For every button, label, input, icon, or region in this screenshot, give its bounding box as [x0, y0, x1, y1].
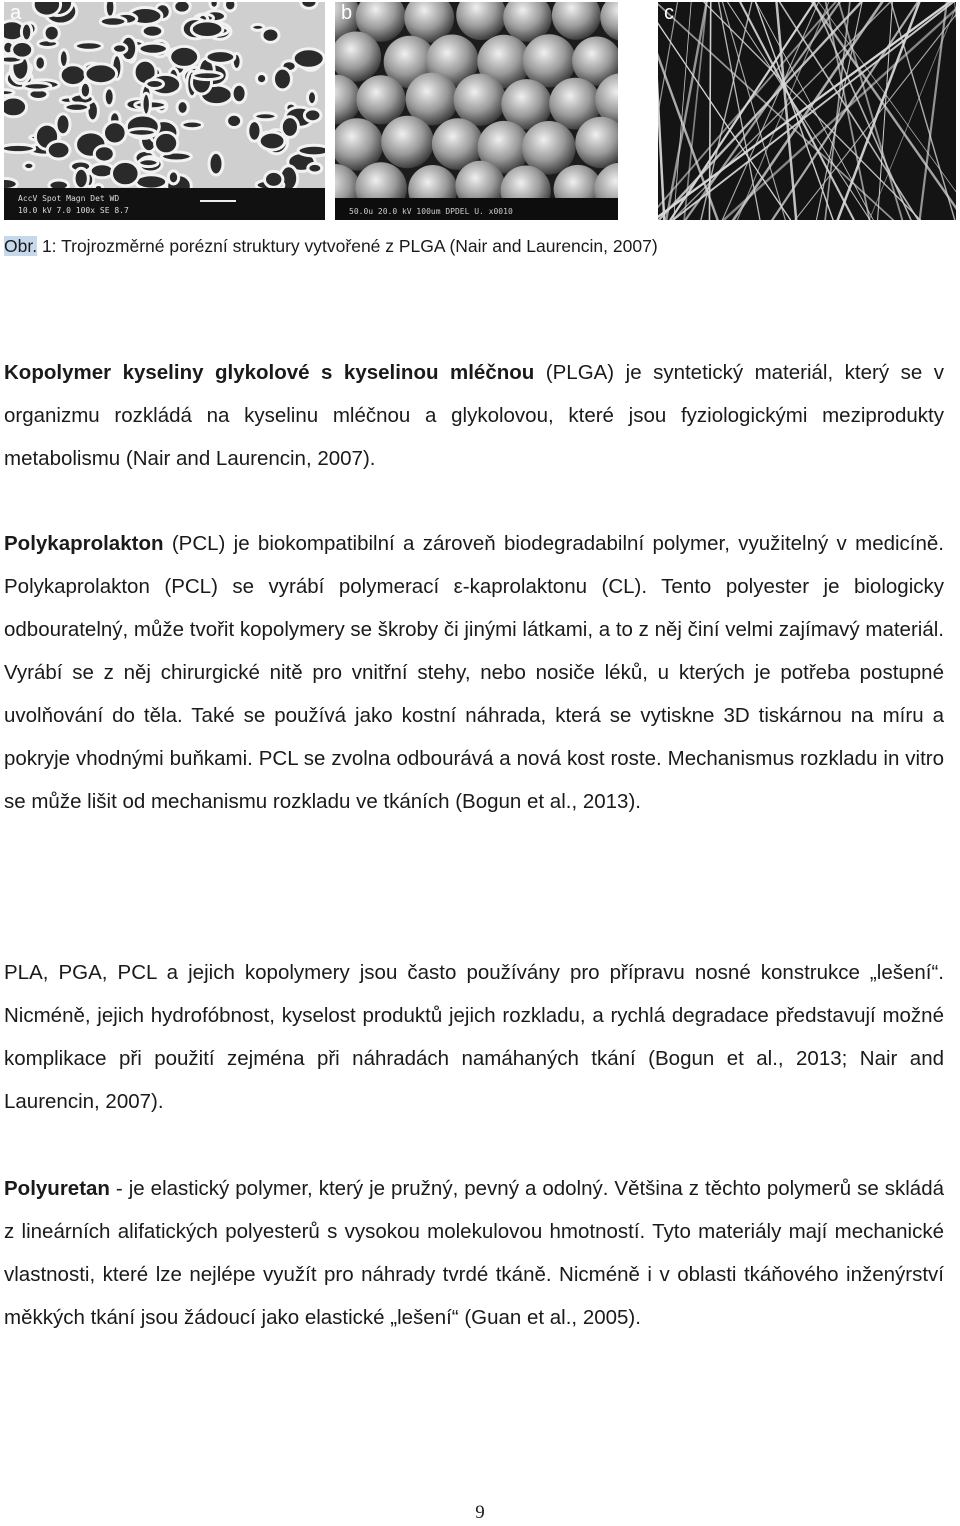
- caption-prefix: Obr.: [4, 236, 38, 256]
- panel-label-a: a: [10, 2, 22, 24]
- term-polyurethane: Polyuretan: [4, 1177, 110, 1200]
- svg-text:AccV Spot Magn Det WD: AccV Spot Magn Det WD: [18, 194, 120, 203]
- paragraph-copolymers: [4, 951, 944, 1123]
- paragraph-plga-text: (PLGA) je syntetický materiál, který se v organizmu rozkládá na kyselinu mléčnou a glykolovou, které jsou fyziologickými meziprodukty metabolismu (Nair and Laurencin, 2007).: [4, 361, 944, 470]
- panel-label-c: c: [664, 2, 674, 24]
- paragraph-plga: [4, 351, 944, 480]
- paragraph-pcl-text: (PCL) je biokompatibilní a zároveň biodegradabilní polymer, využitelný v medicíně. Polykaprolakton (PCL) se vyrábí polymerací ε-kaprolaktonu (CL). Tento polyester je biologicky odbouratelný, může tvořit kopolymery se škroby či jinými látkami, a to z něj činí velmi zajímavý materiál. Vyrábí se z něj chirurgické nitě pro vnitřní stehy, nebo nosiče léků, u kterých je potřeba postupné uvolňování do těla. Také se používá jako kostní náhrada, která se vytiskne 3D tiskárnou na míru a pokryje vhodnými buňkami. PCL se zvolna odbourává a nová kost roste. Mechanismus rozkladu in vitro se může lišit od mechanismu rozkladu ve tkáních (Bogun et al., 2013).: [4, 532, 944, 813]
- term-pcl: Polykaprolakton: [4, 532, 164, 555]
- figure-sem-images: [4, 2, 956, 220]
- svg-text:10.0 kV 7.0 100x SE 8.7: 10.0 kV 7.0 100x SE 8.7: [18, 206, 129, 215]
- term-plga: Kopolymer kyseliny glykolové s kyselinou mléčnou: [4, 361, 535, 384]
- figure-caption: [4, 236, 658, 257]
- paragraph-copolymers-text: PLA, PGA, PCL a jejich kopolymery jsou často používány pro přípravu nosné konstrukce „lešení“. Nicméně, jejich hydrofóbnost, kyselost produktů jejich rozkladu, a rychlá degradace představují možné komplikace při použití zejména při náhradách namáhaných tkání (Bogun et al., 2013; Nair and Laurencin, 2007).: [4, 961, 944, 1113]
- page-number: 9: [475, 1502, 485, 1523]
- panel-label-b: b: [341, 2, 353, 24]
- sem-image-nanofibers: [658, 2, 956, 220]
- paragraph-polyurethane: [4, 1167, 944, 1339]
- sem-image-porous-foam: [4, 2, 325, 220]
- paragraph-pcl: [4, 522, 944, 823]
- svg-text:50.0u 20.0 kV 100um DPDEL: 50.0u 20.0 kV 100um DPDEL U. x0010: [349, 207, 513, 216]
- paragraph-polyurethane-text: - je elastický polymer, který je pružný, pevný a odolný. Většina z těchto polymerů se skládá z lineárních alifatických polyesterů s vysokou molekulovou hmotností. Tyto materiály mají mechanické vlastnosti, které lze nejlépe využít pro náhrady tvrdé tkáně. Nicméně i v oblasti tkáňového inženýrství měkkých tkání jsou žádoucí jako elastické „lešení“ (Guan et al., 2005).: [4, 1177, 944, 1329]
- caption-text: 1: Trojrozměrné porézní struktury vytvořené z PLGA (Nair and Laurencin, 2007): [37, 236, 658, 256]
- sem-image-microspheres: [335, 2, 618, 220]
